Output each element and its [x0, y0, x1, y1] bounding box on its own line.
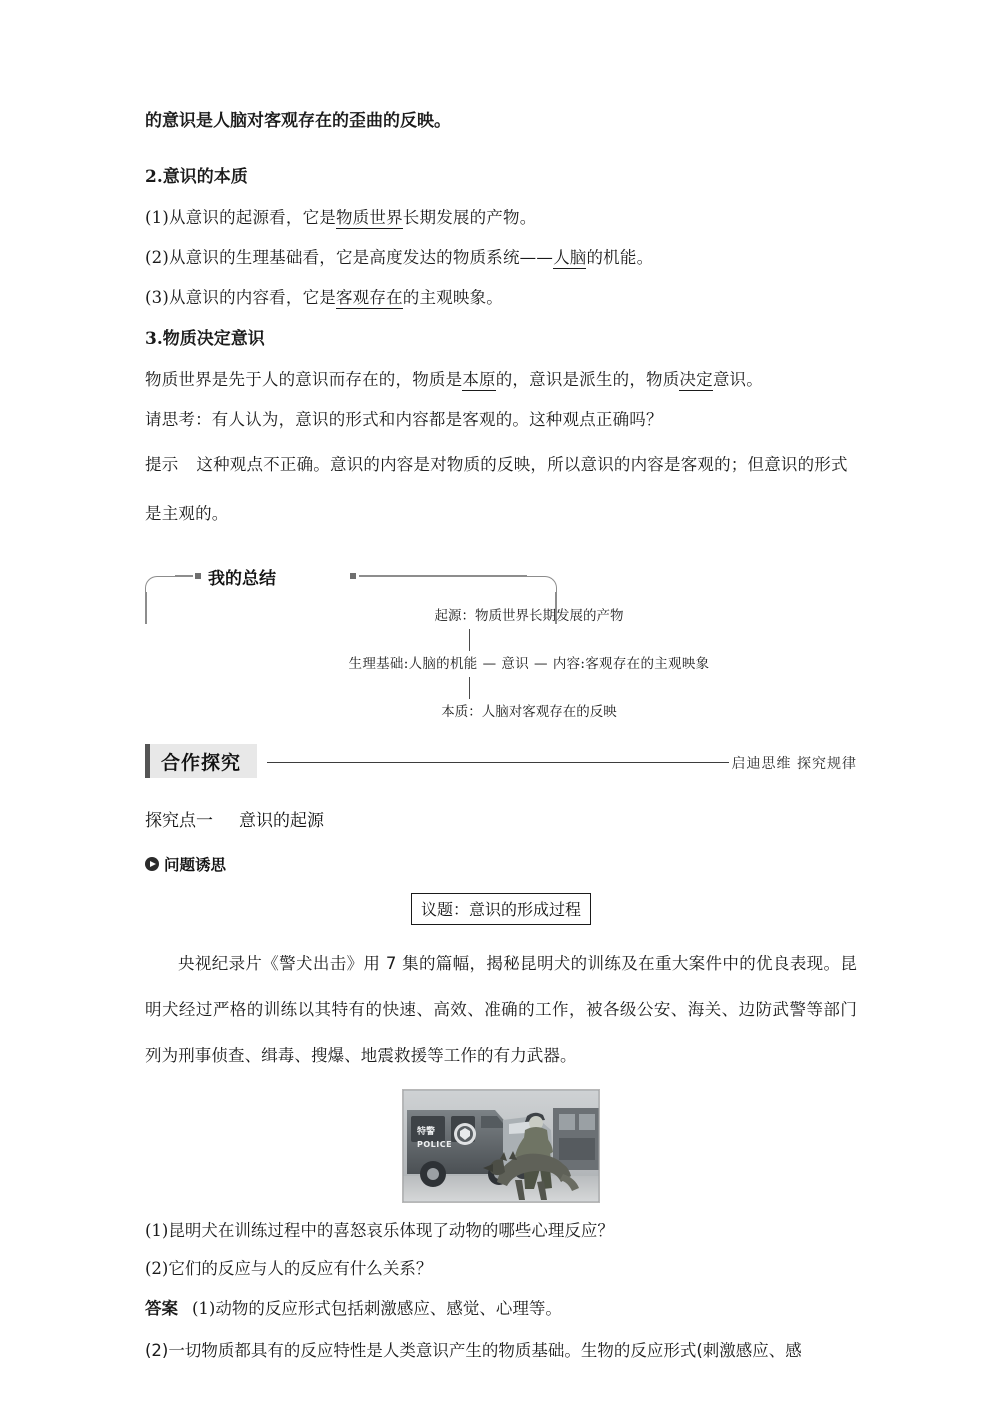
- underline-term: 物质世界: [335, 208, 403, 227]
- think-prompt: 请思考：有人认为，意识的形式和内容都是客观的。这种观点正确吗？: [145, 410, 663, 429]
- diagram-dash: —: [534, 656, 548, 672]
- banner-box: [145, 744, 257, 778]
- square-marker-icon: [195, 573, 201, 579]
- diagram-node-content: 内容:客观存在的主观映象: [552, 656, 710, 672]
- underline-term: 人脑: [553, 248, 587, 267]
- probe-question-2: (2)它们的反应与人的反应有什么关系？: [145, 1259, 433, 1278]
- probe-body-paragraph: 央视纪录片《警犬出击》用 7 集的篇幅，揭秘昆明犬的训练及在重大案件中的优良表现。昆明犬经过严格的训练以其特有的快速、高效、准确的工作，被各级公安、海关、边防武警等部门列为刑事侦查、缉毒、搜爆、地震救援等工作的有力武器。: [145, 954, 857, 1065]
- heading-decide: 3.物质决定意识: [145, 329, 265, 349]
- diagram-node-consciousness: 意识: [501, 656, 529, 672]
- diagram-node-origin: 起源：物质世界长期发展的产物: [434, 608, 624, 624]
- summary-rule-right: [359, 575, 527, 577]
- underline-term: 本原: [462, 370, 496, 389]
- summary-frame-corner-right: [527, 576, 557, 594]
- diagram-middle-row: [201, 654, 857, 674]
- photo-wrap: [145, 1089, 857, 1203]
- square-marker-icon: [350, 573, 356, 579]
- summary-diagram: [145, 606, 857, 722]
- probe-answer-1: [145, 1295, 857, 1323]
- underline-term: 客观存在: [335, 288, 403, 307]
- summary-rule-left: [175, 575, 193, 577]
- banner-note: 启迪思维 探究规律: [731, 756, 857, 772]
- summary-title: 我的总结: [208, 569, 276, 589]
- heading-essence: 2.意识的本质: [145, 167, 248, 187]
- diagram-node-nature: 本质：人脑对客观存在的反映: [441, 704, 617, 720]
- cooperative-inquiry-banner: [145, 744, 857, 782]
- svg-text:POLICE: POLICE: [417, 1140, 453, 1149]
- probe-point-heading: [145, 806, 857, 831]
- police-dog-photo-graphic: [403, 1090, 599, 1202]
- summary-frame-corner-left: [145, 576, 175, 594]
- police-dog-photo: [402, 1089, 600, 1203]
- page-content: [145, 108, 857, 1365]
- probe-question-1: (1)昆明犬在训练过程中的喜怒哀乐体现了动物的哪些心理反应？: [145, 1221, 614, 1240]
- topic-box: 议题：意识的形成过程: [411, 893, 591, 925]
- essence-item-1: (1)从意识的起源看，它是物质世界长期发展的产物。: [145, 208, 537, 227]
- essence-item-3: (3)从意识的内容看，它是客观存在的主观映象。: [145, 288, 503, 307]
- tip-paragraph: [145, 440, 857, 538]
- continuation-line: 的意识是人脑对客观存在的歪曲的反映。: [145, 111, 451, 131]
- banner-title: 合作探究: [161, 751, 242, 774]
- probe-answer-2: (2)一切物质都具有的反应特性是人类意识产生的物质基础。生物的反应形式(刺激感应、感: [145, 1341, 802, 1360]
- diagram-node-physiological: 生理基础:人脑的机能: [348, 656, 478, 672]
- tip-text: 这种观点不正确。意识的内容是对物质的反映，所以意识的内容是客观的；但意识的形式是主观的。: [145, 455, 848, 523]
- tip-label: 提示: [145, 455, 179, 474]
- underline-term: 决定: [679, 370, 713, 389]
- diagram-connector-vertical: [469, 629, 470, 651]
- banner-accent-bar: [145, 744, 150, 778]
- decide-sentence: 物质世界是先于人的意识而存在的，物质是本原的，意识是派生的，物质决定意识。: [145, 370, 763, 389]
- diagram-dash: —: [482, 656, 497, 672]
- probe-point-title: 意识的起源: [239, 811, 324, 831]
- essence-item-2: (2)从意识的生理基础看，它是高度发达的物质系统——人脑的机能。: [145, 248, 654, 267]
- my-summary-block: [145, 564, 857, 726]
- banner-rule: [267, 762, 729, 763]
- play-circle-icon: [145, 857, 159, 871]
- svg-text:特警: 特警: [417, 1127, 436, 1137]
- question-guide-label: 问题诱思: [164, 856, 227, 874]
- probe-point-label: 探究点一: [145, 811, 213, 831]
- diagram-connector-vertical: [469, 677, 470, 699]
- answer-label: 答案: [145, 1299, 178, 1318]
- topic-box-wrap: [145, 893, 857, 925]
- answer-text-1: (1)动物的反应形式包括刺激感应、感觉、心理等。: [192, 1299, 562, 1318]
- question-guide-heading: [145, 853, 857, 875]
